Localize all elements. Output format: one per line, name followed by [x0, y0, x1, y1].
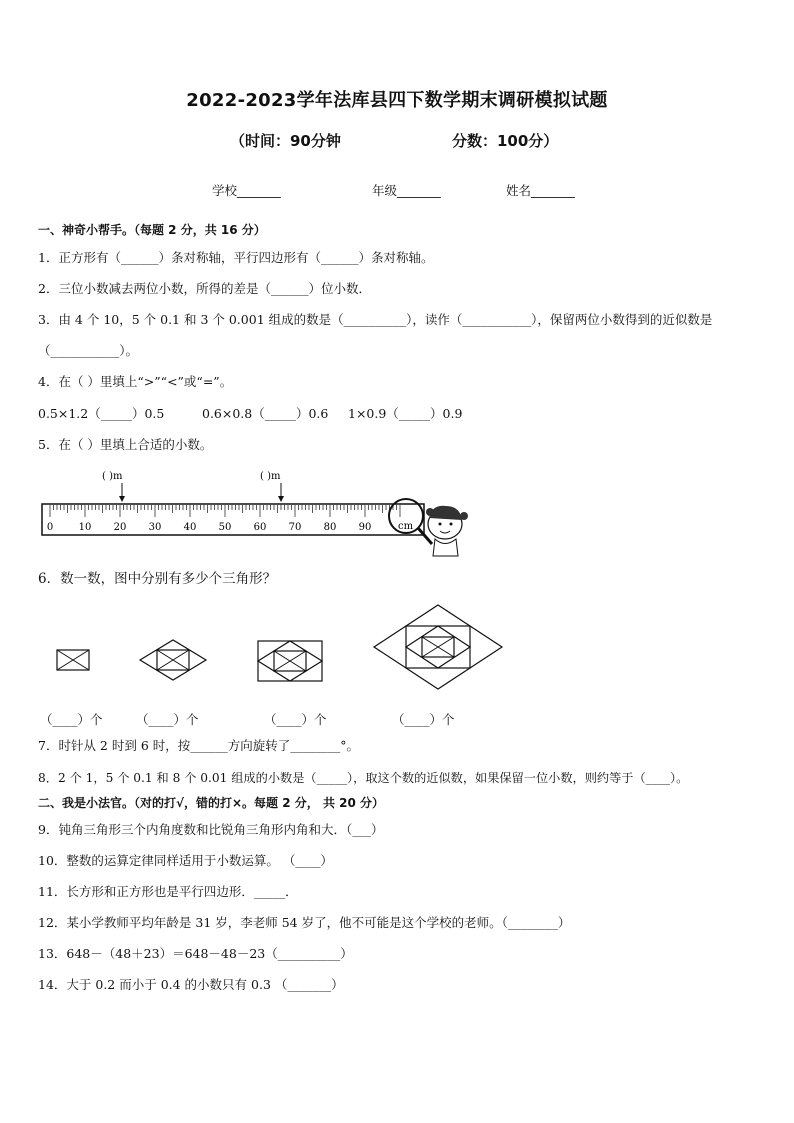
triangle-figure-4 [372, 603, 504, 691]
count-answer-4: （____）个 [392, 712, 455, 727]
ruler-number: 40 [183, 522, 197, 533]
q4-item-b: 0.6×0.8（_____）0.6 [202, 406, 329, 421]
question-3: 3．由 4 个 10，5 个 0.1 和 3 个 0.001 组成的数是（__________），读作（___________），保留两位小数得到的近似数是 [38, 312, 713, 327]
ruler-arrow-head-2 [278, 496, 284, 502]
ruler-figure [40, 466, 480, 562]
question-12: 12．某小学教师平均年龄是 31 岁，李老师 54 岁了，他不可能是这个学校的老师。（________） [38, 915, 571, 930]
question-4: 4．在（ ）里填上“>”“<”或“=”。 [38, 374, 233, 389]
ruler-arrow-head-1 [119, 496, 125, 502]
question-7: 7．时针从 2 时到 6 时，按______方向旋转了________°。 [38, 738, 360, 753]
ruler-number: 10 [78, 522, 92, 533]
page-title: 2022-2023学年法库县四下数学期末调研模拟试题 [186, 90, 608, 111]
ruler-label-1: ( )m [102, 471, 123, 482]
question-14: 14．大于 0.2 而小于 0.4 的小数只有 0.3 （_______） [38, 977, 344, 992]
question-13: 13．648－（48＋23）＝648－48－23（__________） [38, 946, 353, 961]
ruler-number: 0 [46, 522, 54, 533]
ruler-number: 90 [358, 522, 372, 533]
exam-time: （时间：90分钟 [230, 132, 341, 150]
question-2: 2．三位小数减去两位小数，所得的差是（______）位小数． [38, 281, 371, 296]
section2-heading: 二、我是小法官。（对的打√，错的打×。每题 2 分， 共 20 分） [38, 796, 384, 810]
ruler-number: 20 [113, 522, 127, 533]
ruler-label-2: ( )m [260, 471, 281, 482]
ruler-number: 80 [323, 522, 337, 533]
question-6: 6．数一数，图中分别有多少个三角形？ [38, 571, 277, 587]
ruler-number: 30 [148, 522, 162, 533]
grade-field: 年级_______ [372, 183, 441, 198]
q4-item-c: 1×0.9（_____）0.9 [348, 406, 463, 421]
triangle-figure-1 [56, 648, 92, 672]
section1-heading: 一、神奇小帮手。（每题 2 分，共 16 分） [38, 223, 266, 237]
question-4-items [38, 408, 738, 422]
ruler-number: 60 [253, 522, 267, 533]
question-10: 10．整数的运算定律同样适用于小数运算。 （____） [38, 853, 333, 868]
question-9: 9．钝角三角形三个内角度数和比锐角三角形内角和大．（___） [38, 822, 384, 837]
count-answer-2: （____）个 [136, 712, 199, 727]
triangle-figure-3 [256, 638, 326, 684]
girl-cartoon-icon [426, 506, 468, 556]
question-11: 11．长方形和正方形也是平行四边形．_____． [38, 884, 298, 899]
question-3-cont: （___________）。 [38, 343, 139, 358]
q4-item-a: 0.5×1.2（_____）0.5 [38, 406, 165, 421]
question-8: 8．2 个 1，5 个 0.1 和 8 个 0.01 组成的小数是（_____），取这个数的近似数，如果保留一位小数，则约等于（____）。 [38, 771, 689, 785]
school-field: 学校_______ [212, 183, 281, 198]
ruler-unit: cm [398, 521, 414, 532]
ruler-number: 70 [288, 522, 302, 533]
exam-score: 分数：100分） [452, 132, 559, 150]
triangle-figure-2 [138, 638, 208, 682]
count-answer-1: （____）个 [40, 712, 103, 727]
question-5: 5．在（ ）里填上合适的小数。 [38, 437, 213, 452]
ruler-number: 50 [218, 522, 232, 533]
count-answer-3: （____）个 [264, 712, 327, 727]
question-1: 1．正方形有（______）条对称轴，平行四边形有（______）条对称轴。 [38, 250, 434, 265]
name-field: 姓名_______ [506, 183, 575, 198]
